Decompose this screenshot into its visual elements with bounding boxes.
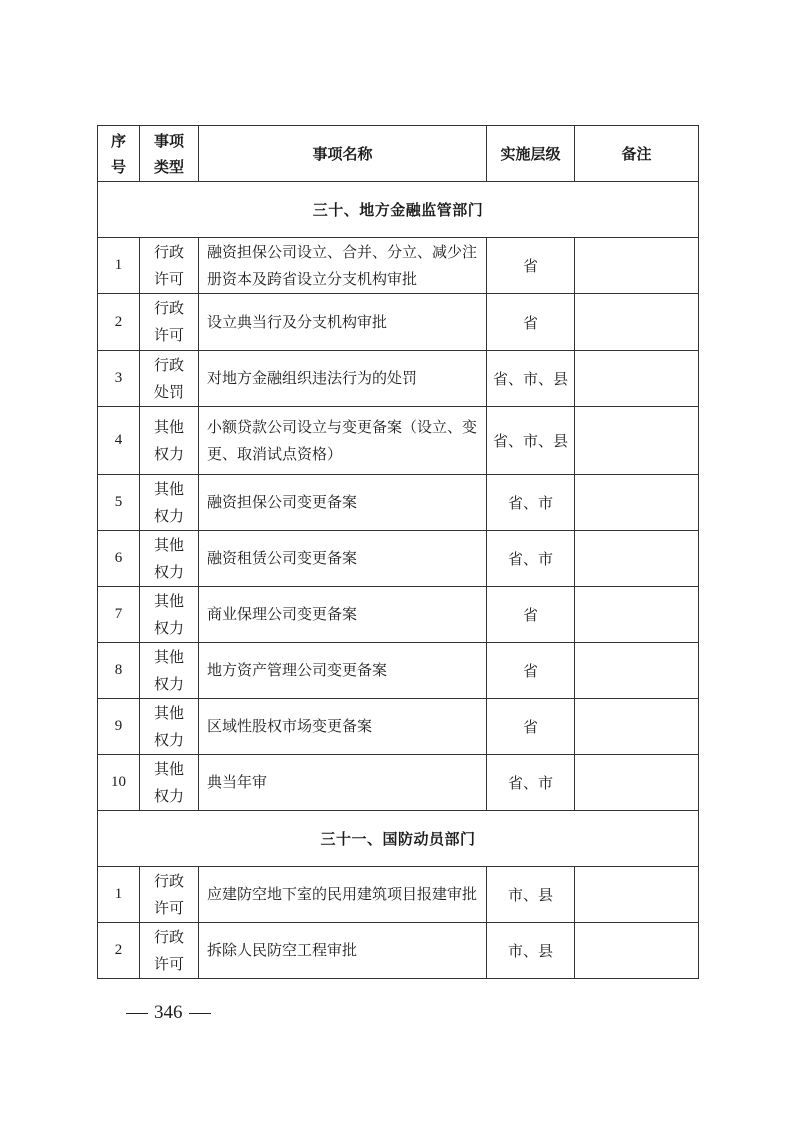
cell-level: 省、市、县 [487, 407, 575, 475]
footer-dash-right [189, 1013, 211, 1014]
cell-name: 典当年审 [199, 755, 487, 811]
header-type: 事项 类型 [140, 126, 199, 182]
cell-note [575, 755, 699, 811]
cell-level: 市、县 [487, 923, 575, 979]
cell-name: 对地方金融组织违法行为的处罚 [199, 351, 487, 407]
table-row [98, 755, 699, 811]
section-title: 三十、地方金融监管部门 [98, 182, 699, 238]
cell-name: 应建防空地下室的民用建筑项目报建审批 [199, 867, 487, 923]
cell-type: 行政 许可 [140, 294, 199, 351]
cell-type: 其他 权力 [140, 531, 199, 587]
table-row [98, 351, 699, 407]
cell-name: 融资租赁公司变更备案 [199, 531, 487, 587]
cell-level: 省、市、县 [487, 351, 575, 407]
cell-note [575, 643, 699, 699]
cell-note [575, 351, 699, 407]
cell-level: 市、县 [487, 867, 575, 923]
cell-name: 融资担保公司设立、合并、分立、减少注册资本及跨省设立分支机构审批 [199, 238, 487, 294]
cell-name: 区域性股权市场变更备案 [199, 699, 487, 755]
cell-note [575, 238, 699, 294]
cell-no: 7 [98, 587, 140, 643]
cell-type: 其他 权力 [140, 475, 199, 531]
cell-level: 省、市 [487, 475, 575, 531]
cell-note [575, 407, 699, 475]
cell-type: 其他 权力 [140, 407, 199, 475]
section-header-row [98, 811, 699, 867]
cell-type: 行政 处罚 [140, 351, 199, 407]
table-row [98, 587, 699, 643]
section-title: 三十一、国防动员部门 [98, 811, 699, 867]
cell-no: 3 [98, 351, 140, 407]
cell-level: 省、市 [487, 755, 575, 811]
cell-no: 8 [98, 643, 140, 699]
cell-no: 9 [98, 699, 140, 755]
cell-no: 5 [98, 475, 140, 531]
cell-note [575, 294, 699, 351]
cell-note [575, 867, 699, 923]
table-row [98, 407, 699, 475]
footer-dash-left [126, 1013, 148, 1014]
cell-no: 2 [98, 294, 140, 351]
cell-note [575, 475, 699, 531]
cell-note [575, 531, 699, 587]
cell-no: 1 [98, 238, 140, 294]
cell-no: 2 [98, 923, 140, 979]
cell-level: 省 [487, 699, 575, 755]
cell-no: 6 [98, 531, 140, 587]
cell-level: 省 [487, 643, 575, 699]
cell-name: 设立典当行及分支机构审批 [199, 294, 487, 351]
table-row [98, 238, 699, 294]
cell-level: 省、市 [487, 531, 575, 587]
table-row [98, 294, 699, 351]
cell-type: 其他 权力 [140, 587, 199, 643]
table-row [98, 699, 699, 755]
catalog-table [97, 125, 699, 979]
cell-note [575, 699, 699, 755]
cell-type: 行政 许可 [140, 923, 199, 979]
cell-type: 行政 许可 [140, 867, 199, 923]
cell-no: 1 [98, 867, 140, 923]
table-row [98, 923, 699, 979]
header-level: 实施层级 [487, 126, 575, 182]
page-footer [120, 1002, 217, 1024]
cell-note [575, 923, 699, 979]
cell-name: 商业保理公司变更备案 [199, 587, 487, 643]
cell-type: 其他 权力 [140, 755, 199, 811]
cell-name: 地方资产管理公司变更备案 [199, 643, 487, 699]
cell-note [575, 587, 699, 643]
table-row [98, 475, 699, 531]
header-note: 备注 [575, 126, 699, 182]
header-no: 序 号 [98, 126, 140, 182]
cell-name: 融资担保公司变更备案 [199, 475, 487, 531]
section-header-row [98, 182, 699, 238]
cell-no: 10 [98, 755, 140, 811]
cell-level: 省 [487, 587, 575, 643]
cell-type: 行政 许可 [140, 238, 199, 294]
header-name: 事项名称 [199, 126, 487, 182]
header-row [98, 126, 699, 182]
cell-type: 其他 权力 [140, 643, 199, 699]
page-number: 346 [154, 1002, 183, 1023]
cell-no: 4 [98, 407, 140, 475]
table-row [98, 643, 699, 699]
cell-type: 其他 权力 [140, 699, 199, 755]
table-row [98, 531, 699, 587]
table-row [98, 867, 699, 923]
cell-level: 省 [487, 238, 575, 294]
cell-level: 省 [487, 294, 575, 351]
cell-name: 小额贷款公司设立与变更备案（设立、变更、取消试点资格） [199, 407, 487, 475]
cell-name: 拆除人民防空工程审批 [199, 923, 487, 979]
